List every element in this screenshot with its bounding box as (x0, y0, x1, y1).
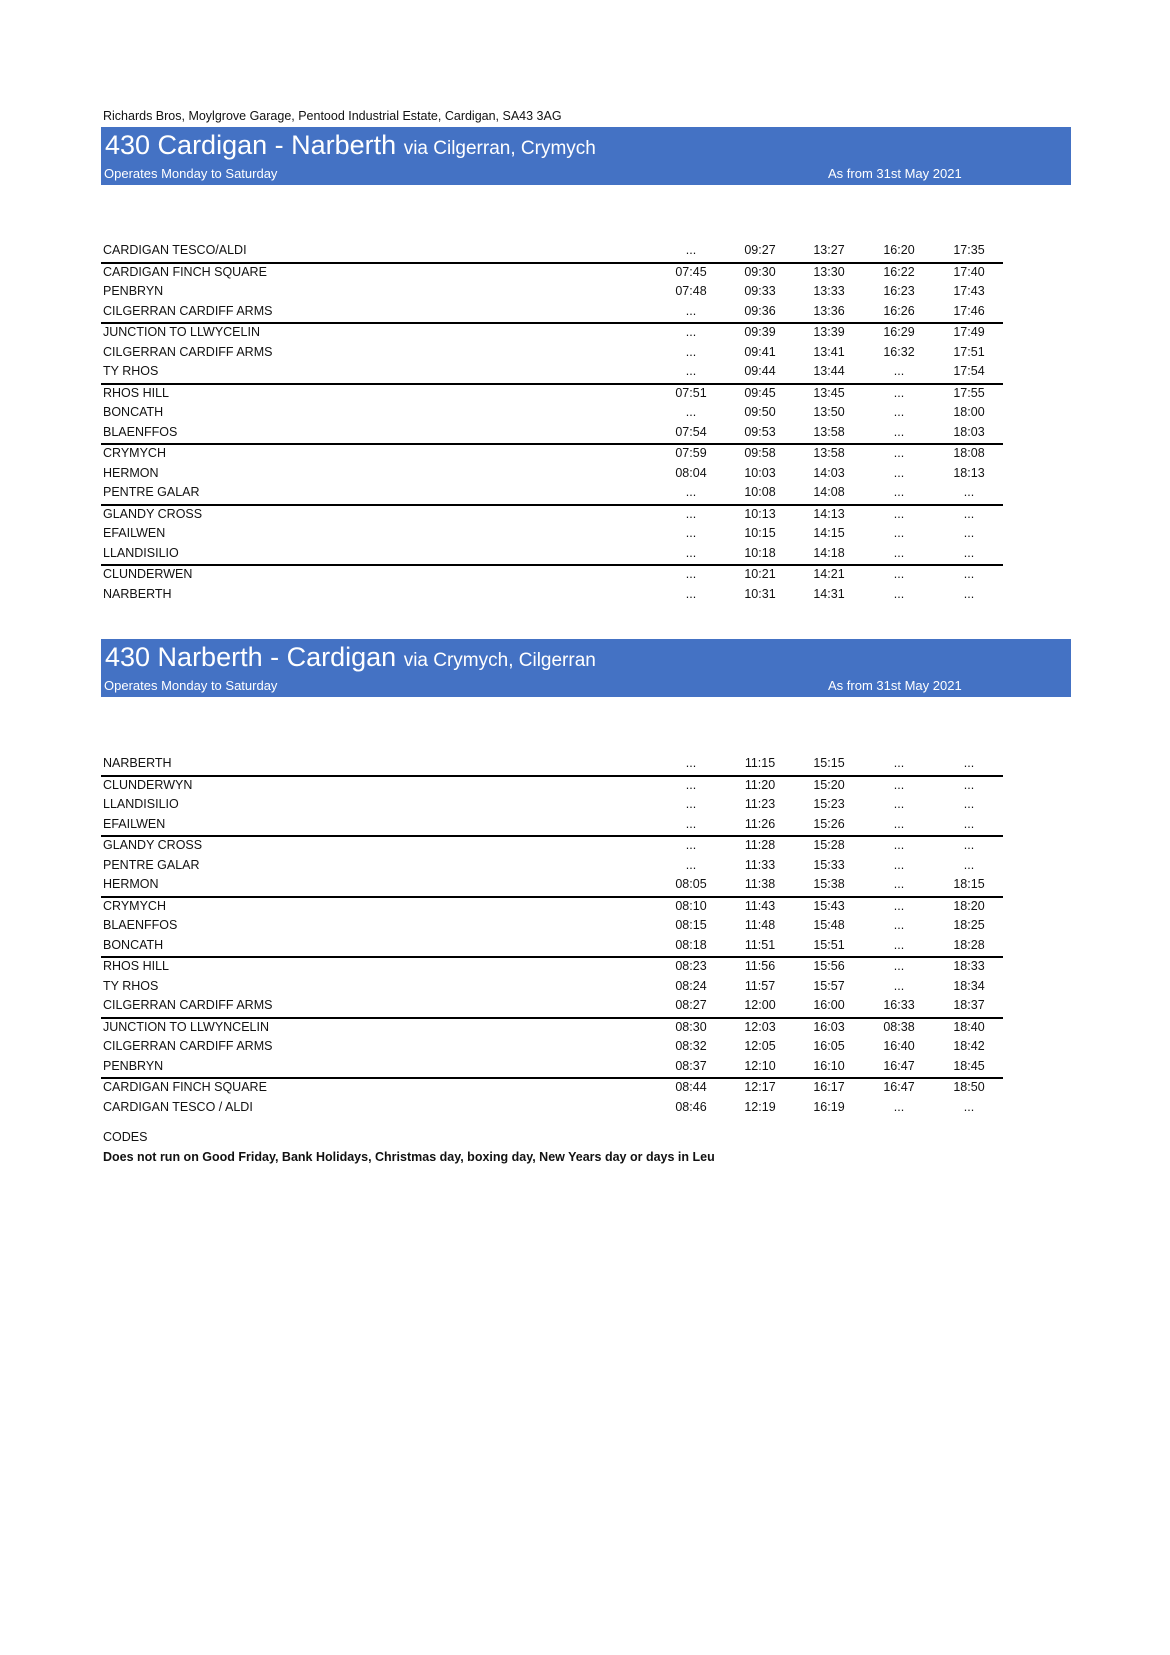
departure-time: 09:39 (744, 325, 776, 339)
departure-time: 18:40 (953, 1019, 985, 1034)
departure-time: 09:36 (744, 303, 776, 318)
departure-time: ... (893, 816, 905, 831)
departure-time: 17:54 (953, 364, 985, 378)
departure-time: ... (893, 857, 905, 872)
departure-time: 18:03 (953, 424, 985, 439)
departure-time: ... (893, 405, 905, 419)
stop-name: CARDIGAN FINCH SQUARE (103, 264, 267, 279)
departure-time: 18:33 (953, 959, 985, 973)
departure-time: 15:15 (813, 756, 845, 770)
departure-time: 12:03 (744, 1019, 776, 1034)
departure-time: ... (893, 918, 905, 932)
departure-time: 09:41 (744, 344, 776, 359)
departure-time: 18:28 (953, 937, 985, 952)
outbound-timetable (101, 242, 1003, 605)
departure-time: 11:28 (744, 838, 776, 852)
inbound-effective-date: As from 31st May 2021 (828, 678, 962, 693)
inbound-timetable (101, 755, 1003, 1118)
stop-name: PENBRYN (103, 1058, 164, 1073)
stop-name: PENTRE GALAR (103, 485, 200, 499)
departure-time: ... (963, 586, 975, 601)
departure-time: ... (963, 545, 975, 560)
departure-time: 17:43 (953, 284, 985, 298)
departure-time: 09:33 (744, 284, 776, 298)
stop-name: HERMON (103, 465, 159, 480)
departure-time: 16:03 (813, 1019, 845, 1034)
departure-time: ... (685, 364, 697, 378)
timetable-row (101, 898, 1003, 918)
stop-name: LLANDISILIO (103, 797, 179, 811)
stop-name: CILGERRAN CARDIFF ARMS (103, 303, 273, 318)
departure-time: 14:03 (813, 465, 845, 480)
departure-time: 08:44 (675, 1080, 707, 1094)
departure-time: 17:46 (953, 303, 985, 318)
departure-time: 15:48 (813, 918, 845, 932)
departure-time: ... (963, 1099, 975, 1114)
departure-time: 08:05 (675, 877, 707, 891)
departure-time: 11:15 (744, 756, 776, 770)
departure-time: 18:13 (953, 465, 985, 480)
departure-time: 17:55 (953, 385, 985, 400)
departure-time: ... (685, 797, 697, 811)
departure-time: ... (685, 485, 697, 499)
departure-time: ... (685, 838, 697, 852)
stop-name: NARBERTH (103, 756, 172, 770)
departure-time: 10:21 (744, 567, 776, 581)
departure-time: 12:05 (744, 1039, 776, 1053)
departure-time: 13:41 (813, 344, 845, 359)
departure-time: 08:10 (675, 898, 707, 913)
departure-time: ... (685, 586, 697, 601)
departure-time: 13:30 (813, 264, 845, 279)
departure-time: 08:38 (883, 1019, 915, 1034)
departure-time: 13:58 (813, 424, 845, 439)
stop-name: CLUNDERWYN (103, 777, 193, 792)
timetable-row (101, 242, 1003, 264)
departure-time: 11:20 (744, 777, 776, 792)
departure-time: 18:50 (953, 1080, 985, 1094)
stop-name: JUNCTION TO LLWYCELIN (103, 325, 260, 339)
departure-time: 15:57 (813, 978, 845, 993)
departure-time: ... (963, 838, 975, 852)
departure-time: ... (685, 567, 697, 581)
outbound-effective-date: As from 31st May 2021 (828, 166, 962, 181)
departure-time: ... (893, 567, 905, 581)
departure-time: 13:33 (813, 284, 845, 298)
departure-time: 15:38 (813, 877, 845, 891)
stop-name: LLANDISILIO (103, 545, 179, 560)
stop-name: RHOS HILL (103, 959, 169, 973)
departure-time: 07:45 (675, 264, 707, 279)
stop-name: BONCATH (103, 937, 164, 952)
departure-time: ... (893, 777, 905, 792)
departure-time: ... (893, 545, 905, 560)
stop-name: TY RHOS (103, 978, 159, 993)
departure-time: ... (685, 545, 697, 560)
departure-time: 15:51 (813, 937, 845, 952)
departure-time: ... (893, 978, 905, 993)
departure-time: ... (893, 959, 905, 973)
outbound-title (105, 130, 596, 161)
departure-time: 14:21 (813, 567, 845, 581)
departure-time: ... (893, 898, 905, 913)
departure-time: 13:39 (813, 325, 845, 339)
inbound-operates: Operates Monday to Saturday (104, 678, 278, 693)
departure-time: 16:32 (883, 344, 915, 359)
stop-name: CARDIGAN TESCO / ALDI (103, 1099, 253, 1114)
stop-name: PENTRE GALAR (103, 857, 200, 872)
departure-time: 13:50 (813, 405, 845, 419)
operator-address: Richards Bros, Moylgrove Garage, Pentood Industrial Estate, Cardigan, SA43 3AG (103, 109, 562, 123)
departure-time: 16:10 (813, 1058, 845, 1073)
departure-time: 16:47 (883, 1058, 915, 1073)
departure-time: 14:08 (813, 485, 845, 499)
timetable-row (101, 303, 1003, 325)
departure-time: ... (685, 325, 697, 339)
departure-time: 18:45 (953, 1058, 985, 1073)
departure-time: 18:37 (953, 998, 985, 1012)
departure-time: 14:13 (813, 506, 845, 521)
timetable-row (101, 755, 1003, 777)
inbound-via: via Crymych, Cilgerran (403, 650, 596, 671)
timetable-row (101, 506, 1003, 526)
departure-time: 17:51 (953, 344, 985, 359)
departure-time: 16:05 (813, 1039, 845, 1053)
timetable-row (101, 876, 1003, 898)
departure-time: ... (685, 756, 697, 770)
timetable-row (101, 1099, 1003, 1119)
stop-name: CARDIGAN FINCH SQUARE (103, 1080, 267, 1094)
timetable-row (101, 837, 1003, 857)
departure-time: ... (963, 506, 975, 521)
departure-time: 16:20 (883, 243, 915, 257)
departure-time: 17:40 (953, 264, 985, 279)
departure-time: ... (893, 838, 905, 852)
timetable-row (101, 445, 1003, 465)
departure-time: ... (963, 777, 975, 792)
departure-time: ... (963, 857, 975, 872)
stop-name: GLANDY CROSS (103, 838, 203, 852)
departure-time: 16:17 (813, 1080, 845, 1094)
timetable-row (101, 958, 1003, 978)
departure-time: 14:15 (813, 526, 845, 540)
timetable-row (101, 566, 1003, 586)
departure-time: 18:00 (953, 405, 985, 419)
departure-time: 11:33 (744, 857, 776, 872)
stop-name: CILGERRAN CARDIFF ARMS (103, 998, 273, 1012)
departure-time: 08:24 (675, 978, 707, 993)
departure-time: ... (893, 797, 905, 811)
departure-time: 17:35 (953, 243, 985, 257)
departure-time: ... (963, 526, 975, 540)
departure-time: 12:19 (744, 1099, 776, 1114)
departure-time: 16:26 (883, 303, 915, 318)
outbound-via: via Cilgerran, Crymych (403, 138, 596, 159)
departure-time: 11:51 (744, 937, 776, 952)
departure-time: 08:27 (675, 998, 707, 1012)
timetable-row (101, 465, 1003, 485)
departure-time: ... (893, 385, 905, 400)
departure-time: 07:59 (675, 446, 707, 460)
departure-time: 18:08 (953, 446, 985, 460)
codes-heading: CODES (103, 1130, 148, 1144)
departure-time: 16:29 (883, 325, 915, 339)
timetable-row (101, 1019, 1003, 1039)
stop-name: HERMON (103, 877, 159, 891)
timetable-row (101, 857, 1003, 877)
departure-time: 12:00 (744, 998, 776, 1012)
inbound-title (105, 642, 596, 673)
departure-time: ... (893, 586, 905, 601)
departure-time: 11:56 (744, 959, 776, 973)
departure-time: 12:10 (744, 1058, 776, 1073)
departure-time: 11:23 (744, 797, 776, 811)
departure-time: ... (685, 526, 697, 540)
departure-time: 10:03 (744, 465, 776, 480)
departure-time: 18:15 (953, 877, 985, 891)
departure-time: 15:33 (813, 857, 845, 872)
timetable-row (101, 796, 1003, 816)
departure-time: ... (963, 816, 975, 831)
inbound-banner (101, 639, 1071, 697)
departure-time: 10:15 (744, 526, 776, 540)
departure-time: ... (893, 424, 905, 439)
departure-time: 07:48 (675, 284, 707, 298)
departure-time: ... (685, 344, 697, 359)
departure-time: 11:26 (744, 816, 776, 831)
departure-time: 09:45 (744, 385, 776, 400)
departure-time: 10:08 (744, 485, 776, 499)
departure-time: 16:40 (883, 1039, 915, 1053)
departure-time: 10:13 (744, 506, 776, 521)
timetable-row (101, 997, 1003, 1019)
departure-time: 14:31 (813, 586, 845, 601)
timetable-row (101, 545, 1003, 567)
departure-time: ... (893, 465, 905, 480)
departure-time: 18:20 (953, 898, 985, 913)
stop-name: CLUNDERWEN (103, 567, 193, 581)
timetable-row (101, 424, 1003, 446)
departure-time: 12:17 (744, 1080, 776, 1094)
timetable-row (101, 937, 1003, 959)
departure-time: 15:23 (813, 797, 845, 811)
departure-time: 08:04 (675, 465, 707, 480)
stop-name: TY RHOS (103, 364, 159, 378)
timetable-row (101, 525, 1003, 545)
timetable-row (101, 283, 1003, 303)
departure-time: 14:18 (813, 545, 845, 560)
departure-time: ... (685, 857, 697, 872)
departure-time: ... (893, 364, 905, 378)
departure-time: 09:53 (744, 424, 776, 439)
departure-time: 08:46 (675, 1099, 707, 1114)
stop-name: EFAILWEN (103, 816, 166, 831)
stop-name: NARBERTH (103, 586, 172, 601)
departure-time: 17:49 (953, 325, 985, 339)
stop-name: CRYMYCH (103, 446, 166, 460)
departure-time: 09:27 (744, 243, 776, 257)
departure-time: 16:22 (883, 264, 915, 279)
timetable-row (101, 1079, 1003, 1099)
departure-time: ... (893, 877, 905, 891)
departure-time: 13:27 (813, 243, 845, 257)
departure-time: 15:28 (813, 838, 845, 852)
departure-time: ... (685, 777, 697, 792)
timetable-row (101, 1038, 1003, 1058)
departure-time: 15:43 (813, 898, 845, 913)
departure-time: ... (893, 526, 905, 540)
departure-time: 18:25 (953, 918, 985, 932)
departure-time: ... (963, 756, 975, 770)
timetable-row (101, 385, 1003, 405)
departure-time: 07:51 (675, 385, 707, 400)
departure-time: 08:30 (675, 1019, 707, 1034)
departure-time: 11:38 (744, 877, 776, 891)
departure-time: 16:23 (883, 284, 915, 298)
stop-name: CRYMYCH (103, 898, 166, 913)
departure-time: ... (893, 506, 905, 521)
stop-name: BLAENFFOS (103, 424, 178, 439)
departure-time: 08:23 (675, 959, 707, 973)
departure-time: 13:36 (813, 303, 845, 318)
stop-name: RHOS HILL (103, 385, 169, 400)
timetable-row (101, 344, 1003, 364)
timetable-row (101, 324, 1003, 344)
timetable-row (101, 404, 1003, 424)
inbound-route: 430 Narberth - Cardigan (105, 642, 397, 672)
outbound-operates: Operates Monday to Saturday (104, 166, 278, 181)
departure-time: 09:58 (744, 446, 776, 460)
departure-time: 10:18 (744, 545, 776, 560)
timetable-row (101, 264, 1003, 284)
departure-time: ... (893, 937, 905, 952)
stop-name: BONCATH (103, 405, 164, 419)
departure-time: 18:42 (953, 1039, 985, 1053)
departure-time: ... (893, 756, 905, 770)
departure-time: 16:47 (883, 1080, 915, 1094)
outbound-route: 430 Cardigan - Narberth (105, 130, 397, 160)
departure-time: 15:26 (813, 816, 845, 831)
departure-time: 13:44 (813, 364, 845, 378)
departure-time: ... (963, 797, 975, 811)
stop-name: BLAENFFOS (103, 918, 178, 932)
stop-name: EFAILWEN (103, 526, 166, 540)
stop-name: CILGERRAN CARDIFF ARMS (103, 344, 273, 359)
timetable-row (101, 586, 1003, 606)
departure-time: 11:57 (744, 978, 776, 993)
departure-time: 08:37 (675, 1058, 707, 1073)
departure-time: 09:50 (744, 405, 776, 419)
codes-text: Does not run on Good Friday, Bank Holidays, Christmas day, boxing day, New Years day or days in Leu (103, 1150, 715, 1164)
departure-time: 18:34 (953, 978, 985, 993)
departure-time: 08:15 (675, 918, 707, 932)
timetable-row (101, 363, 1003, 385)
timetable-row (101, 1058, 1003, 1080)
stop-name: CARDIGAN TESCO/ALDI (103, 243, 247, 257)
departure-time: 11:43 (744, 898, 776, 913)
departure-time: 09:44 (744, 364, 776, 378)
stop-name: PENBRYN (103, 284, 164, 298)
departure-time: 08:32 (675, 1039, 707, 1053)
departure-time: 16:33 (883, 998, 915, 1012)
departure-time: ... (685, 243, 697, 257)
stop-name: JUNCTION TO LLWYNCELIN (103, 1019, 269, 1034)
departure-time: 13:45 (813, 385, 845, 400)
departure-time: 09:30 (744, 264, 776, 279)
stop-name: CILGERRAN CARDIFF ARMS (103, 1039, 273, 1053)
departure-time: 10:31 (744, 586, 776, 601)
departure-time: ... (893, 485, 905, 499)
timetable-row (101, 484, 1003, 506)
stop-name: GLANDY CROSS (103, 506, 203, 521)
departure-time: ... (893, 446, 905, 460)
departure-time: ... (685, 405, 697, 419)
departure-time: ... (893, 1099, 905, 1114)
departure-time: 13:58 (813, 446, 845, 460)
outbound-banner (101, 127, 1071, 185)
departure-time: ... (963, 485, 975, 499)
departure-time: 08:18 (675, 937, 707, 952)
timetable-row (101, 978, 1003, 998)
departure-time: ... (685, 506, 697, 521)
departure-time: ... (963, 567, 975, 581)
departure-time: 15:56 (813, 959, 845, 973)
timetable-row (101, 816, 1003, 838)
departure-time: 07:54 (675, 424, 707, 439)
departure-time: ... (685, 303, 697, 318)
timetable-row (101, 777, 1003, 797)
departure-time: 11:48 (744, 918, 776, 932)
departure-time: 15:20 (813, 777, 845, 792)
departure-time: ... (685, 816, 697, 831)
departure-time: 16:00 (813, 998, 845, 1012)
timetable-row (101, 917, 1003, 937)
departure-time: 16:19 (813, 1099, 845, 1114)
